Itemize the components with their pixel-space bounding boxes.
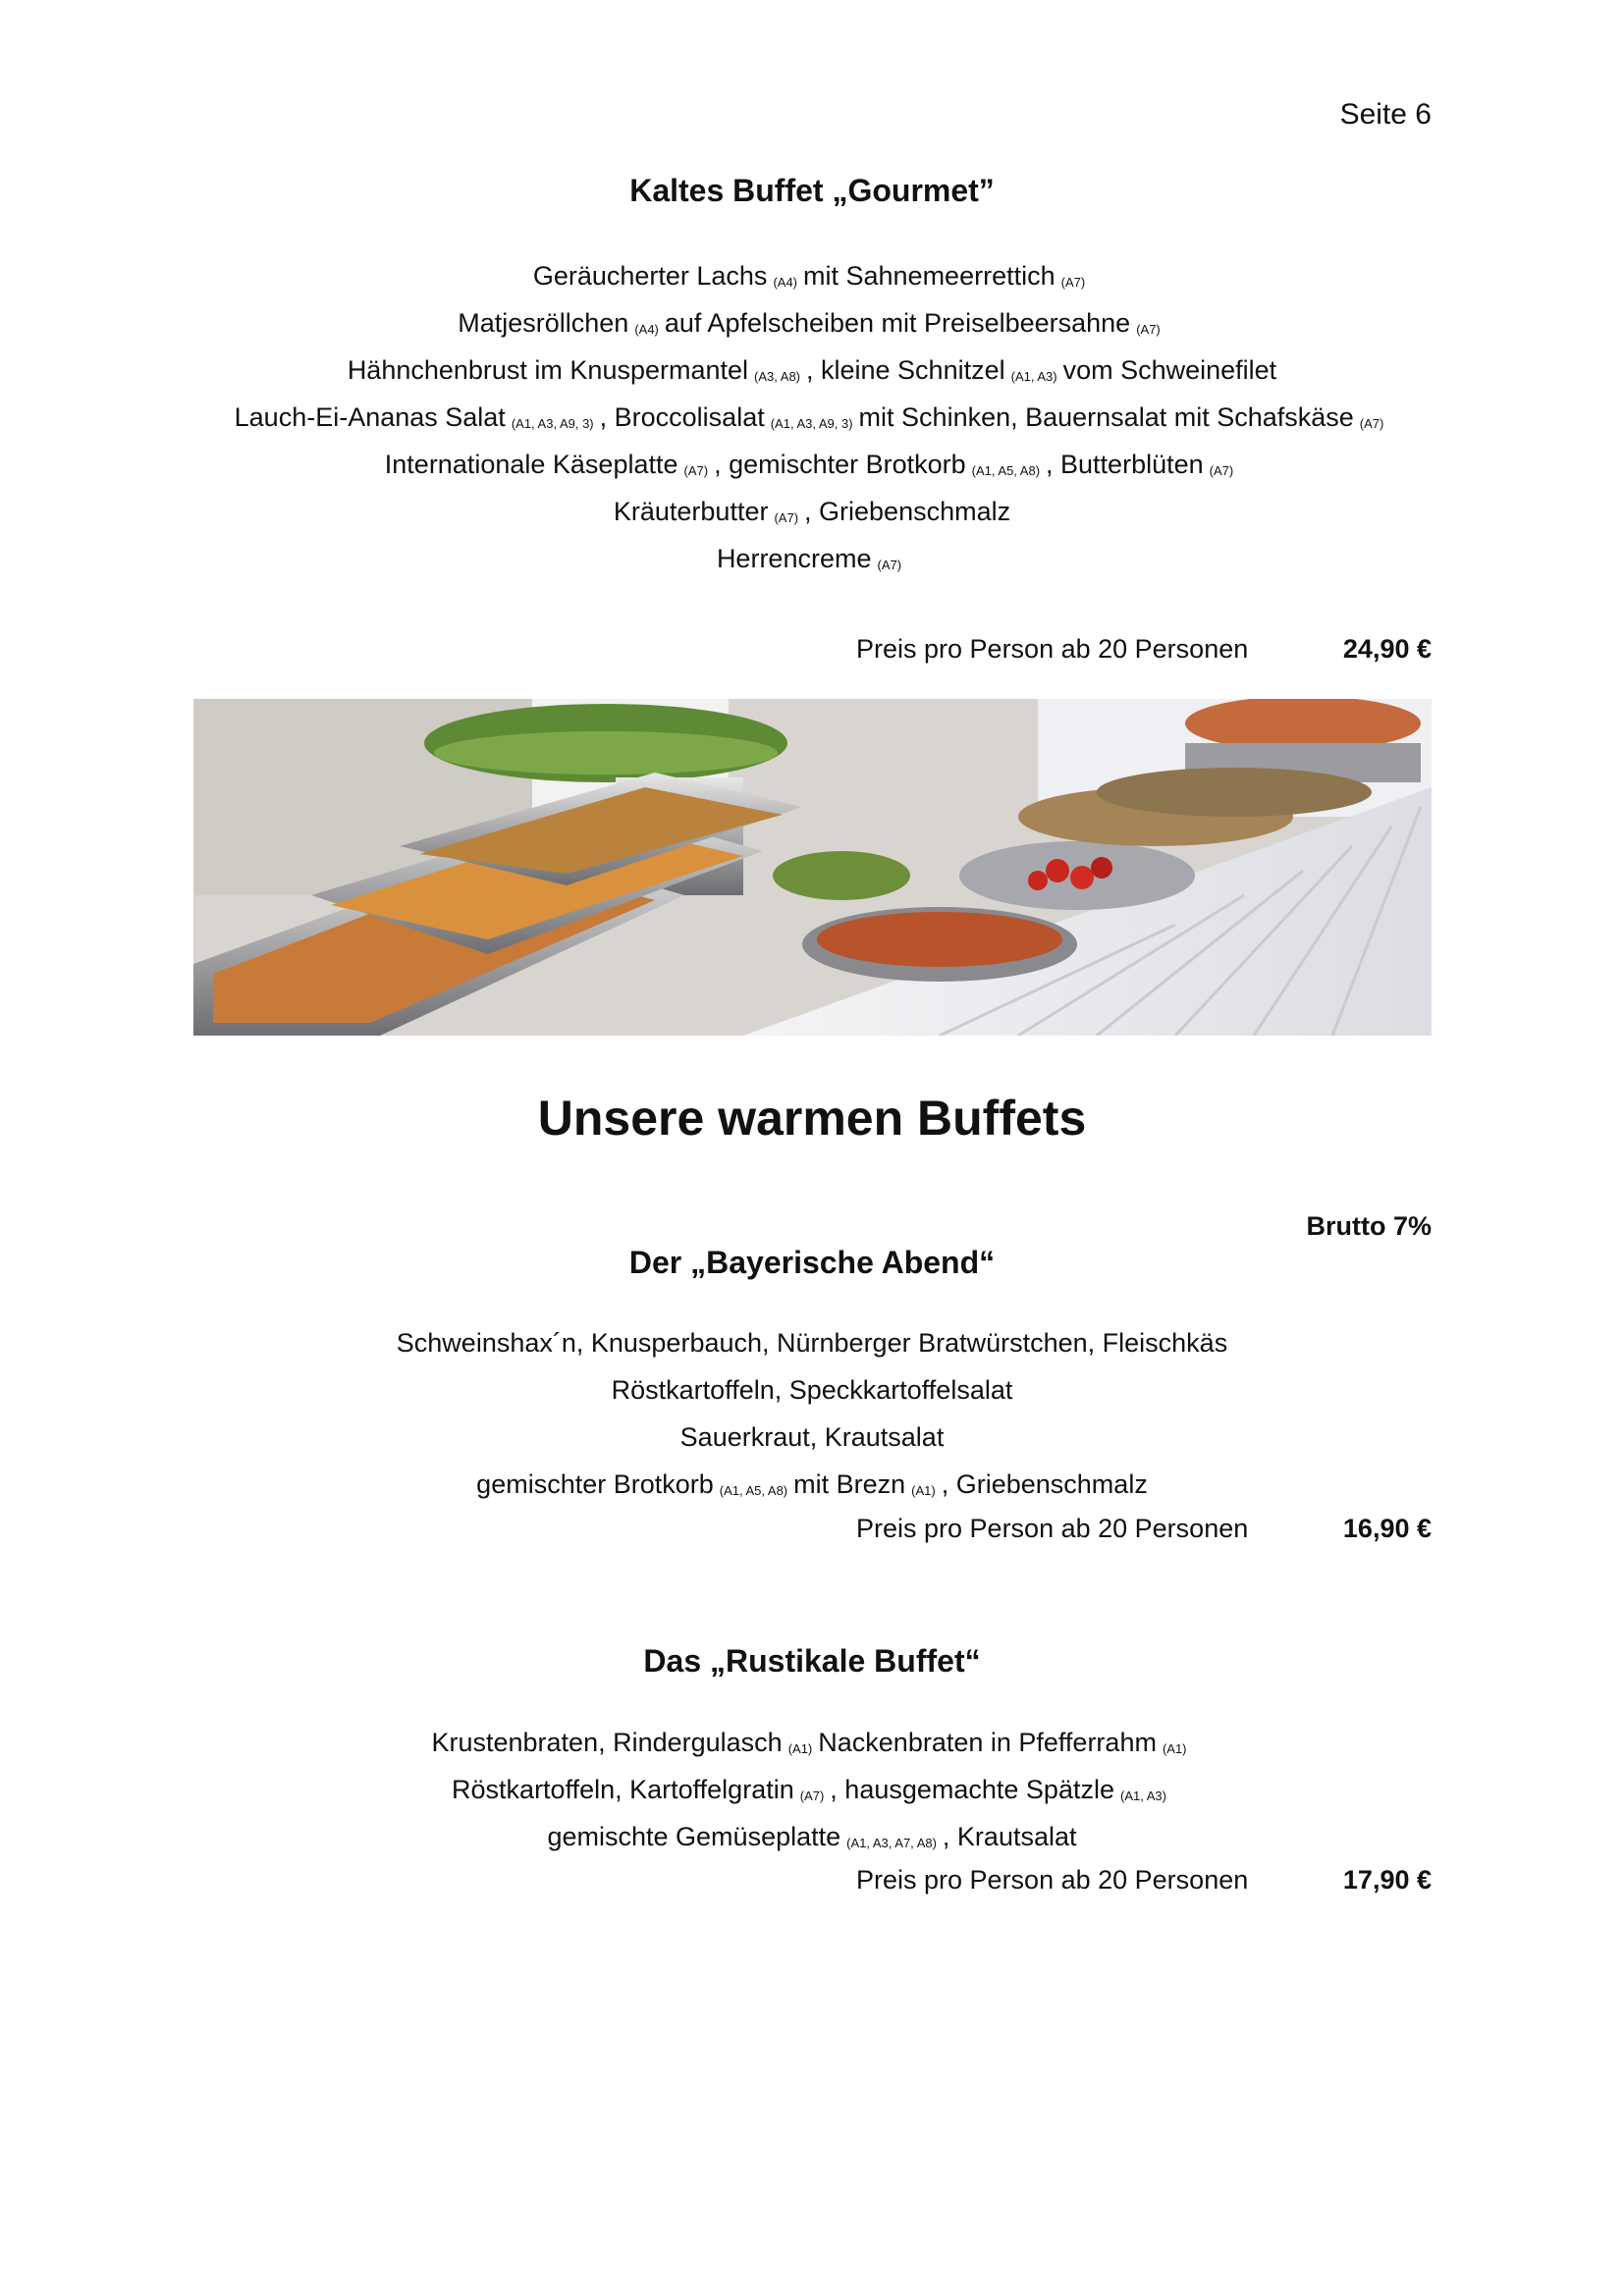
menu-text: Krustenbraten, Rindergulasch	[431, 1728, 783, 1757]
menu-line	[0, 299, 1624, 347]
menu-text: Röstkartoffeln, Speckkartoffelsalat	[611, 1375, 1013, 1405]
menu-line	[0, 1813, 1624, 1860]
cold-buffet-price-row	[0, 634, 1624, 673]
menu-text: , gemischter Brotkorb	[714, 450, 966, 479]
price-value: 24,90 €	[1342, 634, 1432, 664]
menu-text: , Griebenschmalz	[804, 497, 1011, 526]
allergen-code: (A1, A3, A9, 3)	[770, 416, 853, 431]
menu-text: Nackenbraten in Pfefferrahm	[818, 1728, 1157, 1757]
menu-text: Hähnchenbrust im Knuspermantel	[347, 355, 749, 385]
allergen-code: (A1, A3)	[1010, 369, 1057, 384]
allergen-code: (A7)	[1209, 463, 1234, 478]
menu-text: , hausgemachte Spätzle	[830, 1775, 1114, 1804]
allergen-code: (A1)	[787, 1741, 813, 1756]
menu-text: Geräucherter Lachs	[532, 261, 768, 291]
menu-text: mit Brezn	[793, 1469, 906, 1499]
allergen-code: (A1, A3)	[1119, 1789, 1166, 1803]
menu-text: , Krautsalat	[942, 1822, 1077, 1851]
allergen-code: (A7)	[1359, 416, 1384, 431]
menu-text: , Butterblüten	[1046, 450, 1204, 479]
page-number: Seite 6	[1339, 98, 1432, 131]
menu-text: , Broccolisalat	[599, 402, 765, 432]
price-value: 16,90 €	[1342, 1514, 1432, 1543]
price-label: Preis pro Person ab 20 Personen	[856, 634, 1249, 664]
menu-line	[0, 1719, 1624, 1766]
price-label: Preis pro Person ab 20 Personen	[856, 1865, 1249, 1895]
menu-text: Schweinshax´n, Knusperbauch, Nürnberger Bratwürstchen, Fleischkäs	[396, 1328, 1228, 1358]
menu-line	[0, 1766, 1624, 1813]
bavarian-title: Der „Bayerische Abend“	[628, 1245, 996, 1280]
menu-text: Herrencreme	[716, 544, 872, 573]
menu-line	[0, 1319, 1624, 1366]
menu-text: Internationale Käseplatte	[384, 450, 678, 479]
menu-text: Röstkartoffeln, Kartoffelgratin	[452, 1775, 794, 1804]
allergen-code: (A1, A5, A8)	[719, 1483, 788, 1498]
menu-line	[0, 347, 1624, 394]
warm-buffets-heading: Unsere warmen Buffets	[537, 1091, 1087, 1146]
menu-line	[0, 1461, 1624, 1508]
menu-text: gemischter Brotkorb	[476, 1469, 714, 1499]
menu-text: auf Apfelscheiben mit Preiselbeersahne	[664, 308, 1131, 338]
allergen-code: (A1, A5, A8)	[971, 463, 1041, 478]
cold-buffet-items	[0, 252, 1624, 582]
menu-text: vom Schweinefilet	[1062, 355, 1277, 385]
allergen-code: (A7)	[799, 1789, 825, 1803]
allergen-code: (A1)	[1162, 1741, 1187, 1756]
allergen-code: (A7)	[877, 558, 902, 572]
allergen-code: (A1, A3, A9, 3)	[511, 416, 594, 431]
allergen-code: (A4)	[773, 275, 797, 290]
allergen-code: (A7)	[683, 463, 709, 478]
menu-line	[0, 535, 1624, 582]
allergen-code: (A1)	[911, 1483, 936, 1498]
bavarian-items	[0, 1319, 1624, 1508]
rustic-title: Das „Rustikale Buffet“	[643, 1643, 981, 1679]
rustic-price-row	[0, 1865, 1624, 1904]
menu-line	[0, 1414, 1624, 1461]
menu-text: , Griebenschmalz	[941, 1469, 1148, 1499]
buffet-photo	[193, 699, 1432, 1036]
allergen-code: (A7)	[1136, 322, 1161, 337]
menu-text: mit Sahnemeerrettich	[803, 261, 1056, 291]
price-value: 17,90 €	[1342, 1865, 1432, 1895]
menu-line	[0, 488, 1624, 535]
price-label: Preis pro Person ab 20 Personen	[856, 1514, 1249, 1543]
menu-line	[0, 441, 1624, 488]
allergen-code: (A1, A3, A7, A8)	[846, 1836, 937, 1850]
tax-note: Brutto 7%	[1306, 1211, 1432, 1241]
rustic-items	[0, 1719, 1624, 1860]
allergen-code: (A3, A8)	[754, 369, 800, 384]
menu-text: Kräuterbutter	[613, 497, 769, 526]
menu-line	[0, 252, 1624, 299]
allergen-code: (A7)	[774, 510, 799, 525]
cold-buffet-title: Kaltes Buffet „Gourmet”	[629, 173, 995, 208]
bavarian-price-row	[0, 1514, 1624, 1553]
menu-text: gemischte Gemüseplatte	[547, 1822, 841, 1851]
menu-line	[0, 1366, 1624, 1414]
menu-text: mit Schinken, Bauernsalat mit Schafskäse	[858, 402, 1354, 432]
menu-line	[0, 394, 1624, 441]
menu-text: Sauerkraut, Krautsalat	[679, 1422, 945, 1452]
allergen-code: (A4)	[634, 322, 659, 337]
buffet-photo-icon	[193, 699, 1432, 1036]
allergen-code: (A7)	[1060, 275, 1086, 290]
menu-text: Lauch-Ei-Ananas Salat	[234, 402, 506, 432]
menu-text: Matjesröllchen	[458, 308, 629, 338]
menu-text: , kleine Schnitzel	[806, 355, 1005, 385]
